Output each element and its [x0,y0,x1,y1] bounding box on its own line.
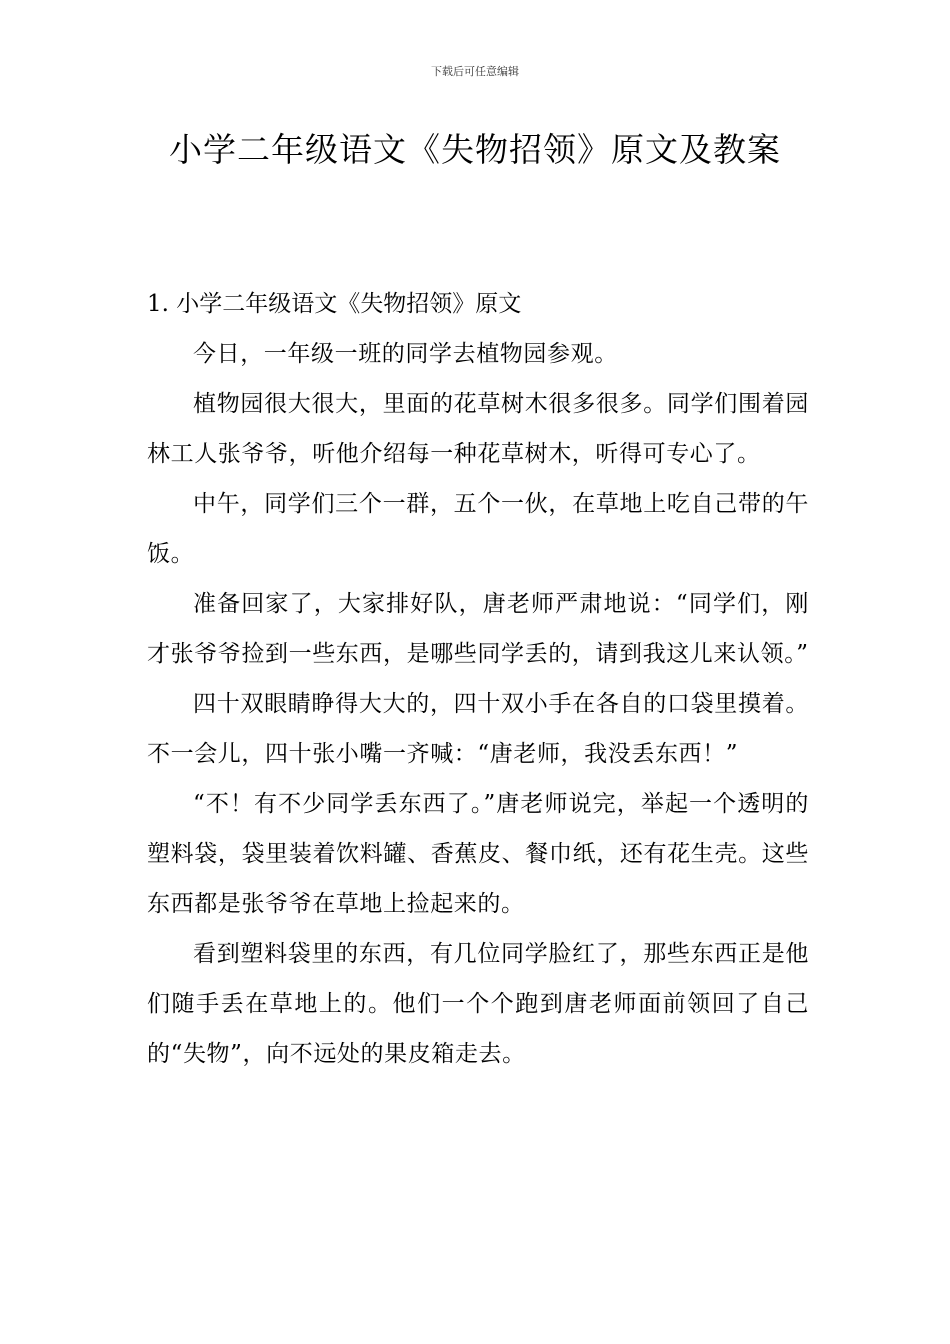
paragraph-7: 看到塑料袋里的东西，有几位同学脸红了，那些东西正是他们随手丢在草地上的。他们一个个跑到唐老师面前领回了自己的“失物”，向不远处的果皮箱走去。 [147,941,809,1067]
document-title: 小学二年级语文《失物招领》原文及教案 [169,130,781,169]
paragraph-1: 今日，一年级一班的同学去植物园参观。 [193,341,618,367]
section-heading: 1. 小学二年级语文《失物招领》原文 [147,291,522,317]
paragraph-4: 准备回家了，大家排好队，唐老师严肃地说：“同学们，刚才张爷爷捡到一些东西，是哪些同学丢的，请到我这儿来认领。” [147,591,809,667]
paragraph-2: 植物园很大很大，里面的花草树木很多很多。同学们围着园林工人张爷爷，听他介绍每一种花草树木，听得可专心了。 [147,391,809,467]
paragraph-5: 四十双眼睛睁得大大的，四十双小手在各自的口袋里摸着。不一会儿，四十张小嘴一齐喊：“唐老师，我没丢东西！” [147,691,809,767]
document-body [147,279,809,1079]
paragraph-3: 中午，同学们三个一群，五个一伙，在草地上吃自己带的午饭。 [147,491,809,567]
paragraph-6: “不！有不少同学丢东西了。”唐老师说完，举起一个透明的塑料袋，袋里装着饮料罐、香蕉皮、餐巾纸，还有花生壳。这些东西都是张爷爷在草地上捡起来的。 [147,791,809,917]
page-header-note: 下载后可任意编辑 [431,65,519,78]
